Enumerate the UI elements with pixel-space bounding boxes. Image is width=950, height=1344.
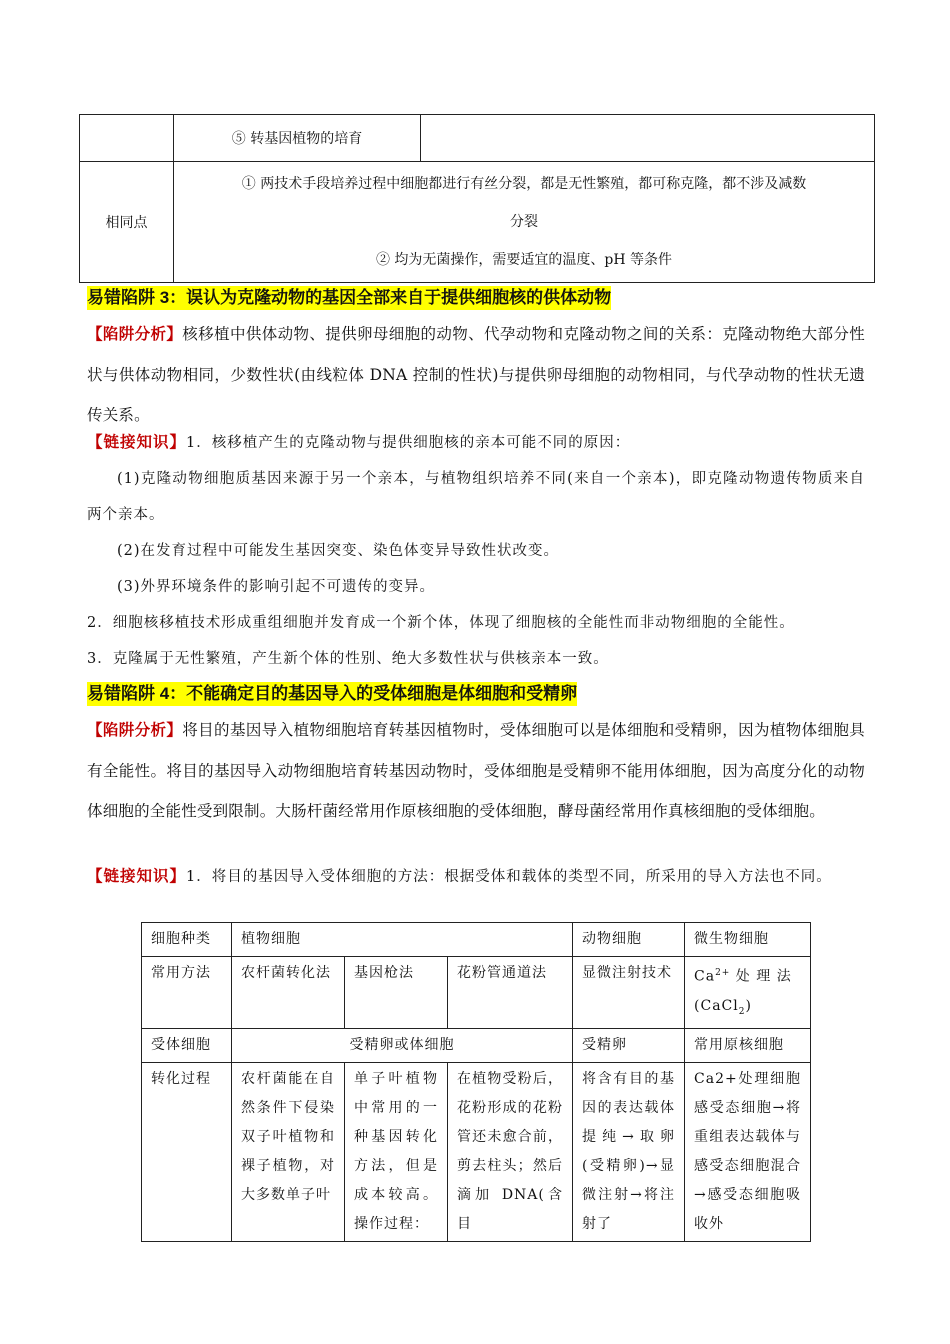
table-cell: 在植物受粉后，花粉形成的花粉管还未愈合前，剪去柱头；然后滴加 DNA(含目 [448,1063,573,1242]
list-item: 3．克隆属于无性繁殖，产生新个体的性别、绝大多数性状与供核亲本一致。 [87,651,609,667]
analysis-text: 将目的基因导入植物细胞培育转基因植物时，受体细胞可以是体细胞和受精卵，因为植物体细胞具有全能性。将目的基因导入动物细胞培育转基因动物时，受体细胞是受精卵不能用体细胞，因为高度分化的动物体细胞的全能性受到限制。大肠杆菌经常用作原核细胞的受体细胞，酵母菌经常用作真核细胞的受体细胞。 [87,721,866,820]
formula-text: Ca [694,968,716,985]
link-text: 1．将目的基因导入受体细胞的方法：根据受体和载体的类型不同，所采用的导入方法也不同。 [186,869,832,885]
link-tag: 【链接知识】 [87,434,187,451]
row-label: 受体细胞 [142,1029,232,1063]
table-cell: 将含有目的基因的表达载体提纯→取卵(受精卵)→显微注射→将注射了 [573,1063,685,1242]
row-label: 常用方法 [142,957,232,1029]
list-item: 2．细胞核移植技术形成重组细胞并发育成一个新个体，体现了细胞核的全能性而非动物细胞的全能性。 [87,615,795,631]
table-cell: 显微注射技术 [573,957,685,1029]
transformation-methods-table [141,922,811,1242]
header-cell: 动物细胞 [573,923,685,957]
table-cell: 受精卵 [573,1029,685,1063]
subscript: 2 [738,1006,746,1017]
table-cell: Ca2+处理细胞感受态细胞→将重组表达载体与感受态细胞混合→感受态细胞吸收外 [685,1063,811,1242]
table-cell-empty [80,115,174,162]
formula-text: ) [745,997,752,1014]
similarity-line: ② 均为无菌操作，需要适宜的温度、pH 等条件 [375,252,673,268]
list-item: (2)在发育过程中可能发生基因突变、染色体变异导致性状改变。 [117,543,560,559]
header-cell: 微生物细胞 [685,923,811,957]
row-label-similarities: 相同点 [80,162,174,283]
similarity-line: 分裂 [510,214,538,230]
table-cell: 农杆菌能在自然条件下侵染双子叶植物和裸子植物，对大多数单子叶 [232,1063,345,1242]
formula-text: (CaCl [694,997,739,1014]
table-cell: 受精卵或体细胞 [232,1029,573,1063]
header-cell: 植物细胞 [232,923,573,957]
formula-text: 处 理 法 [730,968,792,985]
link-knowledge [87,425,865,461]
analysis-text: 核移植中供体动物、提供卵母细胞的动物、代孕动物和克隆动物之间的关系：克隆动物绝大部分性状与供体动物相同，少数性状(由线粒体 DNA 控制的性状)与提供卵母细胞的动物相同，与代孕动物的性状无遗传关系。 [87,325,866,424]
link-intro: 1．核移植产生的克隆动物与提供细胞核的亲本可能不同的原因： [186,435,631,451]
section-heading: 易错陷阱 3：误认为克隆动物的基因全部来自于提供细胞核的供体动物 [87,286,611,310]
table-cell: 常用原核细胞 [685,1029,811,1063]
section-heading: 易错陷阱 4：不能确定目的基因导入的受体细胞是体细胞和受精卵 [87,682,577,706]
table-cell-calcium [685,957,811,1029]
list-item: (3)外界环境条件的影响引起不可遗传的变异。 [117,579,436,595]
similarities-cell [174,162,875,283]
comparison-table [79,114,875,283]
trap-analysis [87,710,865,831]
table-cell: ⑤ 转基因植物的培育 [174,115,421,162]
link-knowledge [87,862,865,892]
analysis-tag: 【陷阱分析】 [87,326,183,343]
table-cell: 农杆菌转化法 [232,957,345,1029]
table-cell-empty [421,115,875,162]
analysis-tag: 【陷阱分析】 [87,722,183,739]
list-item: (1)克隆动物细胞质基因来源于另一个亲本，与植物组织培养不同(来自一个亲本)，即克隆动物遗传物质来自两个亲本。 [87,471,865,523]
table-cell: 花粉管通道法 [448,957,573,1029]
table-cell: 单子叶植物中常用的一种基因转化方法，但是成本较高。操作过程： [345,1063,448,1242]
link-tag: 【链接知识】 [87,868,187,885]
superscript: 2+ [715,968,731,978]
table-cell: 基因枪法 [345,957,448,1029]
trap-analysis [87,314,865,435]
row-label: 转化过程 [142,1063,232,1242]
header-cell: 细胞种类 [142,923,232,957]
similarity-line: ① 两技术手段培养过程中细胞都进行有丝分裂，都是无性繁殖，都可称克隆，都不涉及减数 [241,176,807,192]
